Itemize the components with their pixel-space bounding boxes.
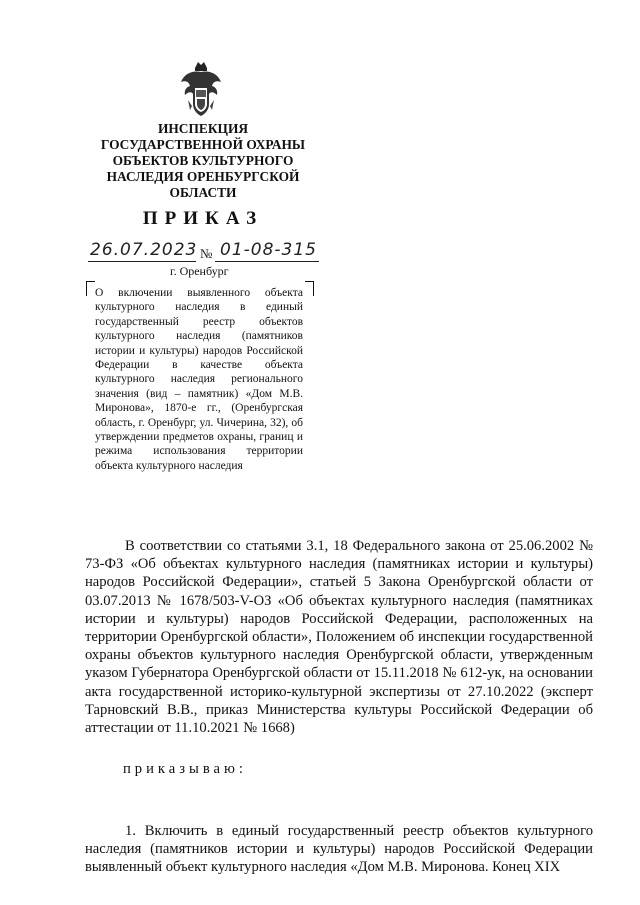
preamble-paragraph	[85, 537, 593, 737]
item-1-paragraph	[85, 822, 593, 877]
org-line: ГОСУДАРСТВЕННОЙ ОХРАНЫ	[100, 137, 306, 152]
document-city: г. Оренбург	[170, 264, 229, 278]
order-word: приказываю:	[123, 761, 247, 777]
document-number: 01-08-315	[220, 240, 317, 260]
organization-name	[88, 121, 318, 201]
number-sign: №	[200, 246, 213, 261]
subject-bracket-left	[86, 281, 95, 296]
org-line: НАСЛЕДИЯ ОРЕНБУРГСКОЙ	[106, 169, 300, 184]
item-1-text: 1. Включить в единый государственный реестр объектов культурного наследия (памятников истории и культуры) народов Российской Федерации выявленный объект культурного наследия «Дом М.В. Миронова. Конец XIX	[85, 823, 593, 876]
org-line: ОБЛАСТИ	[169, 185, 237, 200]
subject-bracket-right	[305, 281, 314, 296]
order-subject: О включении выявленного объекта культурного наследия в единый государственный реестр объектов культурного наследия (памятников истории и культуры) народов Российской Федерации в качестве объекта культурного наследия регионального значения (вид – памятник) «Дом М.В. Миронова», 1870-е гг., (Оренбургская область, г. Оренбург, ул. Чичерина, 32), об утверждении предметов охраны, границ и режима использования территории объекта культурного наследия	[95, 287, 303, 472]
document-date: 26.07.2023	[90, 240, 198, 260]
preamble-text: В соответствии со статьями 3.1, 18 Федерального закона от 25.06.2002 № 73-ФЗ «Об объектах культурного наследия (памятниках истории и культуры) народов Российской Федерации», статьей 5 Закона Оренбургской области от 03.07.2013 № 1678/503-V-ОЗ «Об объектах культурного наследия (памятниках истории и культуры) народов Российской Федерации, расположенных на территории Оренбургской области», Положением об инспекции государственной охраны объектов культурного наследия Оренбургской области, утвержденным указом Губернатора Оренбургской области от 15.11.2018 № 612-ук, на основании акта государственной историко-культурной экспертизы от 27.10.2022 (эксперт Тарновский В.В., приказ Министерства культуры Российской Федерации об аттестации от 11.10.2021 № 1668)	[85, 538, 593, 737]
document-type: ПРИКАЗ	[142, 208, 264, 229]
date-underline	[88, 261, 196, 262]
number-underline	[215, 261, 319, 262]
org-line: ОБЪЕКТОВ КУЛЬТУРНОГО	[112, 153, 294, 168]
coat-of-arms-icon	[178, 60, 224, 118]
org-line: ИНСПЕКЦИЯ	[157, 121, 249, 136]
